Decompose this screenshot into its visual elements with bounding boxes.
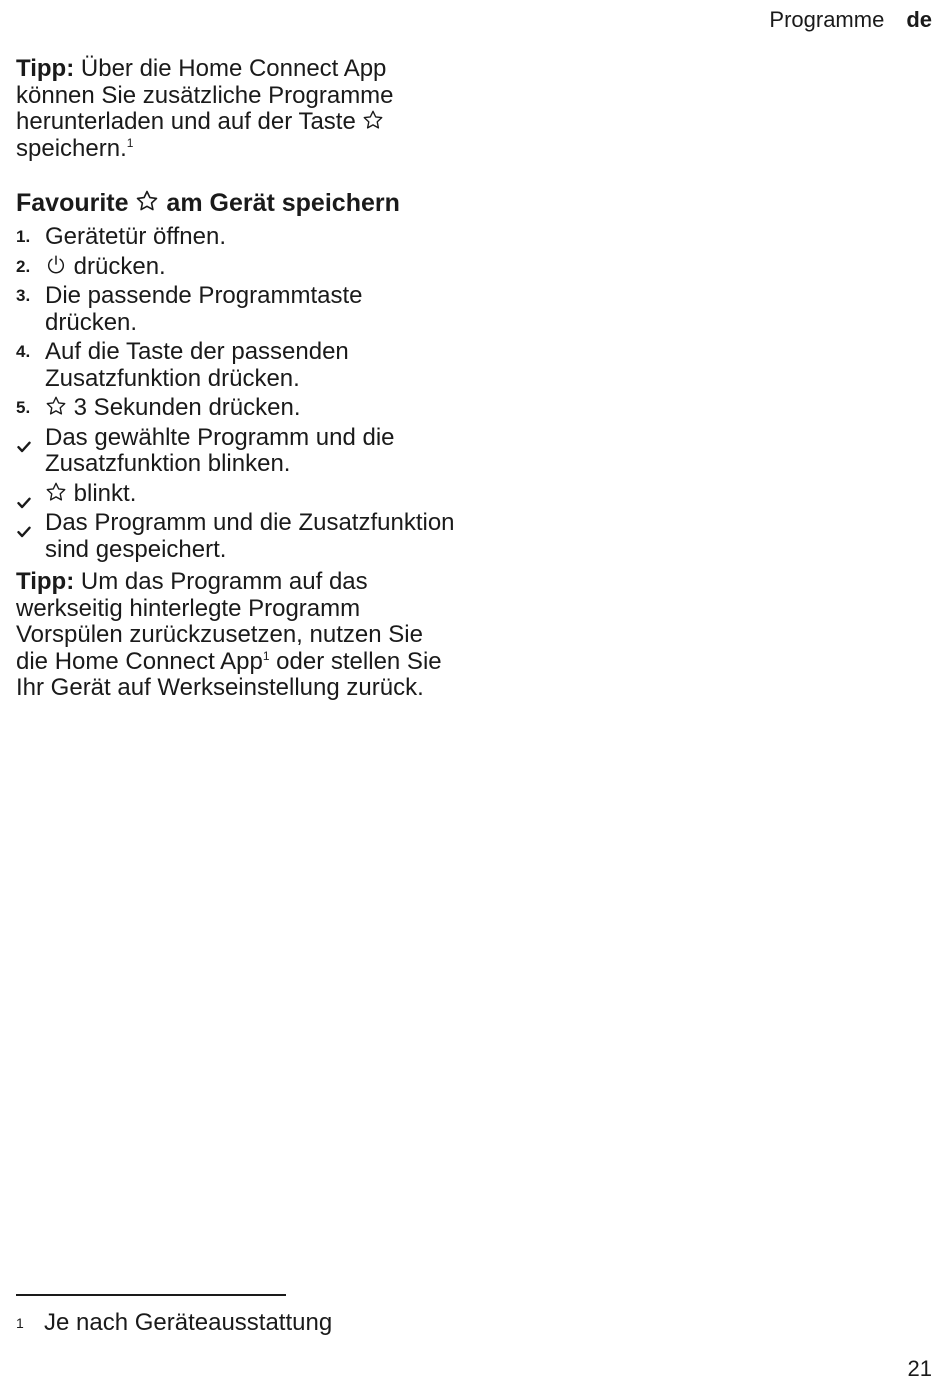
step-list bbox=[16, 224, 456, 422]
tip-text-end: speichern. bbox=[16, 134, 127, 162]
section-heading bbox=[16, 188, 456, 218]
step-number: 2. bbox=[16, 256, 31, 276]
result-text: Das gewählte Programm und die Zusatzfunktion blinken. bbox=[45, 423, 395, 477]
star-icon bbox=[45, 395, 67, 417]
step-item bbox=[16, 283, 456, 336]
footnote-ref: 1 bbox=[262, 648, 270, 663]
footnote-divider bbox=[16, 1294, 286, 1296]
result-item bbox=[16, 425, 456, 478]
star-icon bbox=[135, 189, 159, 213]
tip-paragraph-2 bbox=[16, 569, 456, 702]
tip-text: Um das Programm auf das werkseitig hinterlegte Programm Vorspülen zurückzusetzen, nutzen Sie die Home Connect App bbox=[16, 568, 423, 675]
checkmark-icon bbox=[17, 433, 31, 460]
step-number: 5. bbox=[16, 398, 31, 417]
step-text: 3 Sekunden drücken. bbox=[67, 394, 301, 421]
step-number: 3. bbox=[16, 286, 31, 305]
tip-text-end: oder stellen Sie Ihr Gerät auf Werkseinstellung zurück. bbox=[16, 647, 442, 701]
result-text: blinkt. bbox=[67, 479, 137, 507]
page-number: 21 bbox=[907, 1356, 932, 1381]
tip-paragraph bbox=[16, 56, 456, 162]
footnote-ref: 1 bbox=[126, 135, 134, 150]
footnote bbox=[16, 1308, 332, 1338]
step-text: Auf die Taste der passenden Zusatzfunktion drücken. bbox=[45, 338, 349, 392]
page-header bbox=[769, 6, 932, 34]
checkmark-icon bbox=[17, 518, 31, 545]
star-icon bbox=[362, 109, 384, 131]
tip-text: Über die Home Connect App können Sie zusätzliche Programme herunterladen und auf der Taste bbox=[16, 55, 394, 135]
result-list bbox=[16, 425, 456, 564]
footnote-text: Je nach Geräteausstattung bbox=[44, 1309, 333, 1336]
result-item bbox=[16, 481, 456, 508]
step-number: 4. bbox=[16, 342, 31, 361]
result-item bbox=[16, 510, 456, 563]
step-item bbox=[16, 339, 456, 392]
step-text: Die passende Programmtaste drücken. bbox=[45, 282, 363, 336]
power-icon bbox=[45, 254, 67, 276]
result-text: Das Programm und die Zusatzfunktion sind gespeichert. bbox=[45, 509, 455, 563]
heading-text-end: am Gerät speichern bbox=[159, 189, 400, 217]
step-item bbox=[16, 395, 456, 422]
step-item bbox=[16, 254, 456, 281]
main-content bbox=[16, 56, 456, 702]
tip-label: Tipp: bbox=[16, 568, 75, 595]
step-text: Gerätetür öffnen. bbox=[45, 223, 227, 250]
step-number: 1. bbox=[16, 227, 31, 246]
section-title: Programme bbox=[769, 7, 885, 32]
step-text: drücken. bbox=[67, 252, 166, 280]
tip-label: Tipp: bbox=[16, 55, 75, 82]
step-item bbox=[16, 224, 456, 251]
star-icon bbox=[45, 481, 67, 503]
language-code: de bbox=[906, 7, 932, 32]
footnote-mark: 1 bbox=[16, 1315, 24, 1331]
heading-text: Favourite bbox=[16, 189, 136, 217]
